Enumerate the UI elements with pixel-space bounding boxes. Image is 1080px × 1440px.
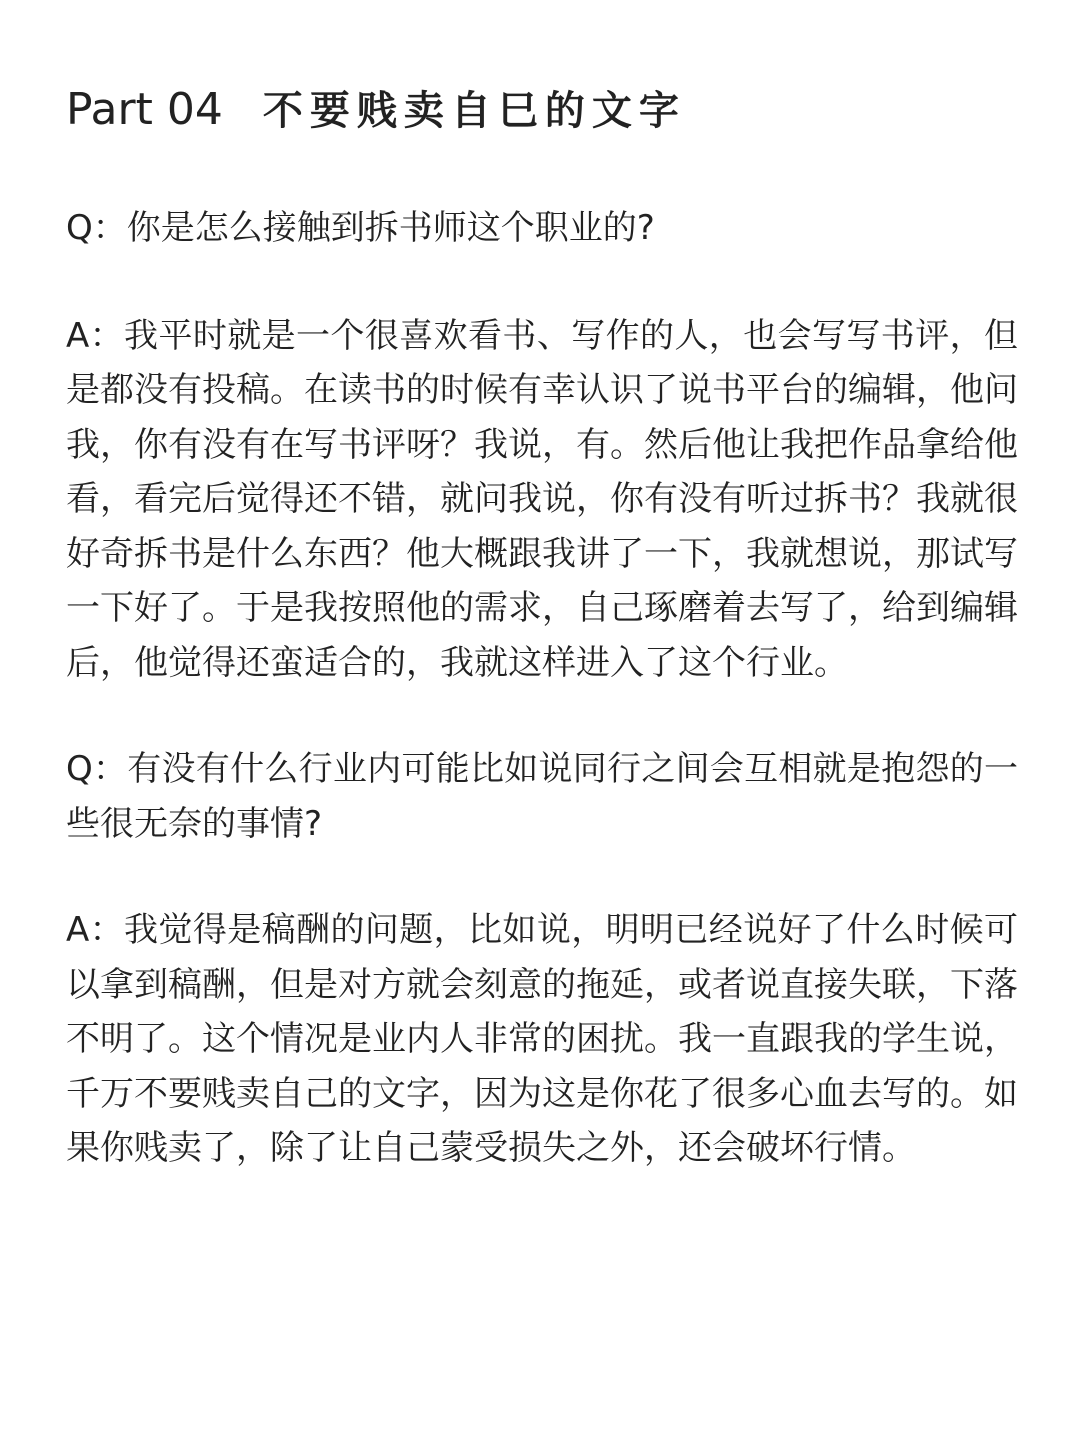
article bbox=[66, 78, 1018, 1176]
page-title bbox=[66, 78, 1018, 142]
answer-paragraph: A：我平时就是一个很喜欢看书、写作的人，也会写写书评，但是都没有投稿。在读书的时候有幸认识了说书平台的编辑，他问我，你有没有在写书评呀？我说，有。然后他让我把作品拿给他看，看完后觉得还不错，就问我说，你有没有听过拆书？我就很好奇拆书是什么东西？他大概跟我讲了一下，我就想说，那试写一下好了。于是我按照他的需求，自己琢磨着去写了，给到编辑后，他觉得还蛮适合的，我就这样进入了这个行业。 bbox=[66, 315, 1018, 683]
question-paragraph: Q：你是怎么接触到拆书师这个职业的? bbox=[66, 208, 655, 248]
question-paragraph: Q：有没有什么行业内可能比如说同行之间会互相就是抱怨的一些很无奈的事情? bbox=[66, 749, 1018, 844]
answer-paragraph: A：我觉得是稿酬的问题，比如说，明明已经说好了什么时候可以拿到稿酬，但是对方就会刻意的拖延，或者说直接失联，下落不明了。这个情况是业内人非常的困扰。我一直跟我的学生说，千万不要贱卖自己的文字，因为这是你花了很多心血去写的。如果你贱卖了，除了让自己蒙受损失之外，还会破坏行情。 bbox=[66, 910, 1018, 1168]
title-part-number: Part 04 bbox=[66, 84, 223, 135]
title-heading: 不要贱卖自巳的文字 bbox=[262, 87, 686, 134]
